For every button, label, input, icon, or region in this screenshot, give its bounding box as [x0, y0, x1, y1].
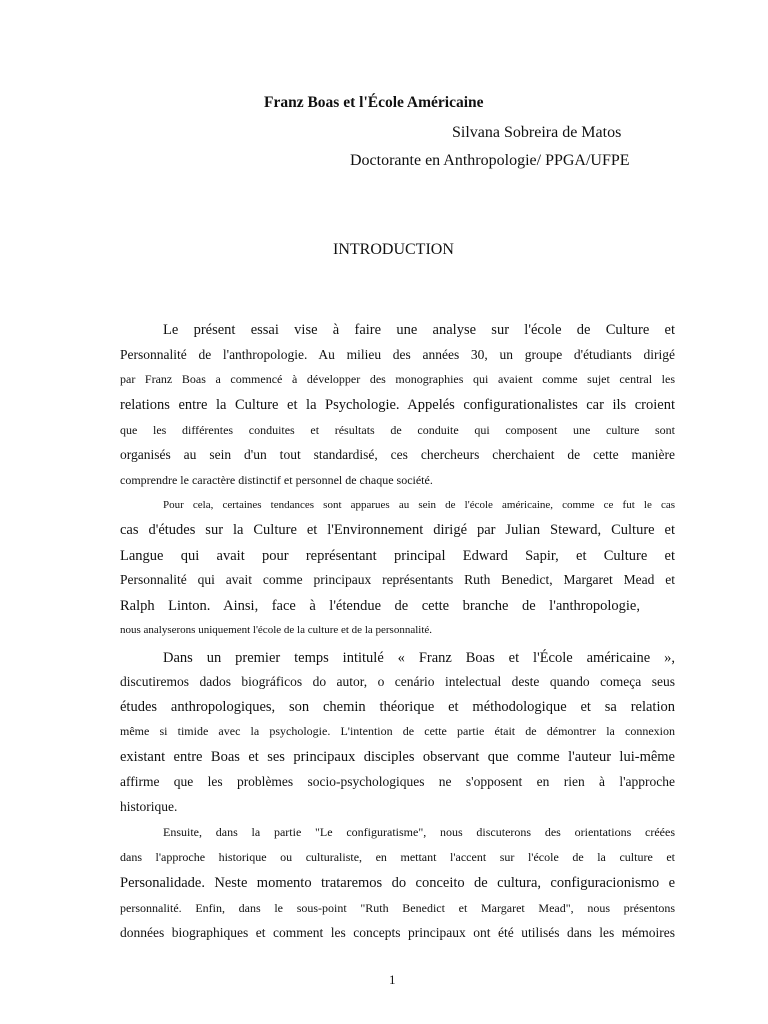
section-heading: INTRODUCTION: [333, 241, 454, 258]
author-name: Silvana Sobreira de Matos: [452, 124, 622, 141]
page-number: 1: [389, 972, 396, 987]
author-affiliation: Doctorante en Anthropologie/ PPGA/UFPE: [350, 152, 630, 169]
body-line: affirme que les problèmes socio-psychologiques ne s'opposent en rien à l'approche: [120, 774, 675, 789]
body-line: Le présent essai vise à faire une analyse sur l'école de Culture et: [163, 322, 675, 338]
body-line: Personnalité de l'anthropologie. Au milieu des années 30, un groupe d'étudiants dirigé: [120, 347, 675, 362]
body-line: études anthropologiques, son chemin théorique et méthodologique et sa relation: [120, 699, 675, 715]
body-line: par Franz Boas a commencé à développer des monographies qui avaient comme sujet central les: [120, 372, 675, 386]
body-line: comprendre le caractère distinctif et personnel de chaque société.: [120, 473, 433, 487]
body-line: Ensuite, dans la partie "Le configuratisme", nous discuterons des orientations créées: [163, 825, 675, 839]
body-line: nous analyserons uniquement l'école de la culture et de la personnalité.: [120, 624, 433, 636]
body-line: existant entre Boas et ses principaux disciples observant que comme l'auteur lui-même: [120, 749, 675, 765]
body-line: données biographiques et comment les concepts principaux ont été utilisés dans les mémoires: [120, 925, 675, 940]
body-line: que les différentes conduites et résultats de conduite qui composent une culture sont: [120, 423, 675, 437]
body-line: historique.: [120, 799, 178, 814]
body-line: Langue qui avait pour représentant principal Edward Sapir, et Culture et: [120, 548, 675, 564]
body-line: personnalité. Enfin, dans le sous-point "Ruth Benedict et Margaret Mead", nous présentons: [120, 901, 675, 915]
body-line: Pour cela, certaines tendances sont apparues au sein de l'école américaine, comme ce fut le cas: [163, 499, 675, 511]
body-line: Dans un premier temps intitulé « Franz Boas et l'École américaine »,: [163, 650, 675, 666]
document-title: Franz Boas et l'École Américaine: [264, 94, 484, 111]
body-line: Personalidade. Neste momento trataremos do conceito de cultura, configuracionismo e: [120, 875, 675, 891]
body-line: Ralph Linton. Ainsi, face à l'étendue de cette branche de l'anthropologie,: [120, 598, 640, 614]
body-line: relations entre la Culture et la Psychologie. Appelés configurationalistes car ils croient: [120, 397, 675, 413]
body-line: dans l'approche historique ou culturaliste, en mettant l'accent sur l'école de la culture et: [120, 850, 675, 864]
body-line: discutiremos dados biográficos do autor, o cenário intelectual deste quando começa seus: [120, 674, 675, 689]
body-line: organisés au sein d'un tout standardisé, ces chercheurs cherchaient de cette manière: [120, 447, 675, 462]
body-line: Personnalité qui avait comme principaux représentants Ruth Benedict, Margaret Mead et: [120, 572, 675, 587]
body-line: cas d'études sur la Culture et l'Environnement dirigé par Julian Steward, Culture et: [120, 522, 675, 538]
body-line: même si timide avec la psychologie. L'intention de cette partie était de démontrer la connexion: [120, 724, 675, 738]
